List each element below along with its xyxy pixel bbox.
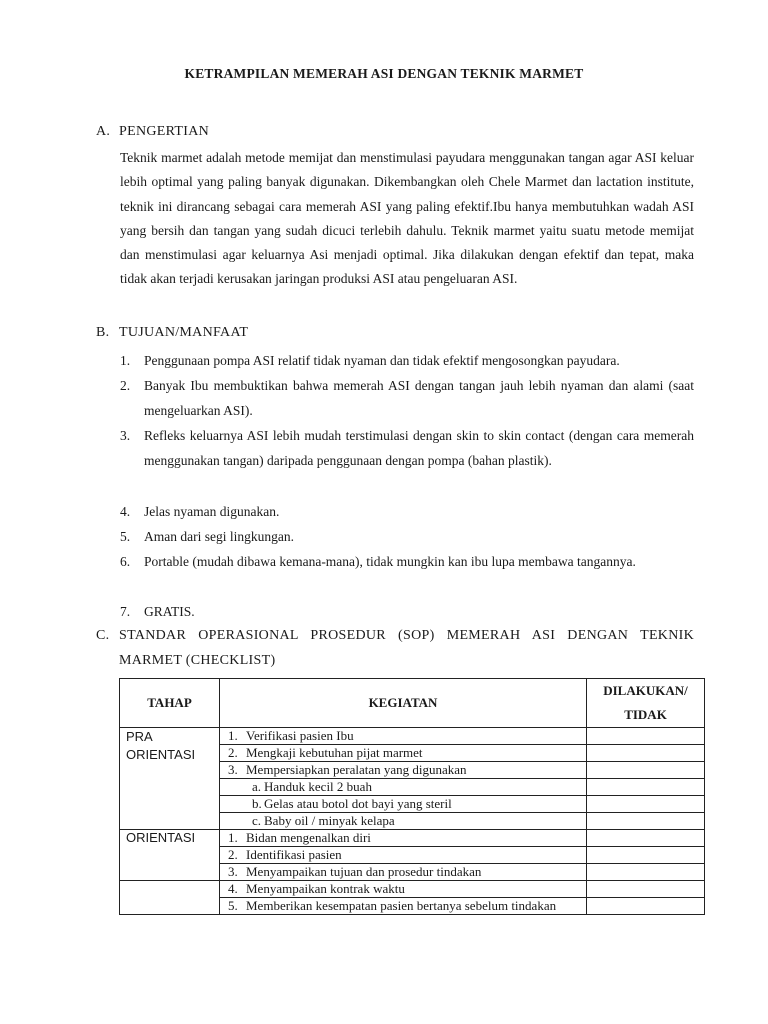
sop-checklist-table (119, 678, 705, 915)
section-a-paragraph: Teknik marmet adalah metode memijat dan menstimulasi payudara menggunakan tangan agar ASI keluar lebih optimal yang paling banyak digunakan. Dikembangkan oleh Chele Marmet dan lactation institute, teknik ini dirancang sebagai cara memerah ASI yang paling efektif.Ibu hanya membutuhkan wadah ASI yang bersih dan tangan yang sudah dicuci terlebih dahulu. Teknik marmet yaitu suatu metode memijat dan menstimulasi agar keluarnya Asi menjadi optimal. Jika dilakukan dengan efektif dan tepat, maka tidak akan terjadi kerusakan jaringan produksi ASI atau pengeluaran ASI. (120, 150, 694, 287)
activity-cell (220, 779, 587, 796)
table-row (120, 728, 705, 745)
activity-cell (220, 864, 587, 881)
activity-cell (220, 728, 587, 745)
status-cell[interactable] (587, 881, 705, 898)
status-cell[interactable] (587, 898, 705, 915)
stage-empty (120, 881, 220, 915)
section-c-title-line2: MARMET (CHECKLIST) (119, 653, 276, 668)
status-cell[interactable] (587, 830, 705, 847)
activity-number: 3. (228, 762, 238, 777)
activity-text: Baby oil / minyak kelapa (264, 813, 395, 828)
activity-number: 2. (228, 745, 238, 760)
activity-cell (220, 813, 587, 830)
section-c-heading (96, 628, 694, 644)
list-text: Jelas nyaman digunakan. (144, 504, 280, 519)
list-text: Aman dari segi lingkungan. (144, 529, 294, 544)
list-text: GRATIS. (144, 604, 195, 619)
list-item (120, 348, 694, 373)
stage-orientasi: ORIENTASI (120, 830, 220, 881)
activity-number: 5. (228, 898, 238, 913)
activity-cell (220, 898, 587, 915)
activity-text: Handuk kecil 2 buah (264, 779, 372, 794)
section-c-letter: C. (96, 628, 110, 643)
activity-text: Menyampaikan kontrak waktu (246, 881, 405, 896)
list-number: 3. (120, 428, 131, 443)
list-item (120, 373, 694, 423)
section-a-letter: A. (96, 124, 111, 139)
section-a-heading (96, 124, 209, 140)
status-cell[interactable] (587, 762, 705, 779)
list-number: 7. (120, 604, 131, 619)
activity-text: Bidan mengenalkan diri (246, 830, 371, 845)
activity-number: a. (252, 779, 262, 794)
activity-cell (220, 847, 587, 864)
activity-number: 2. (228, 847, 238, 862)
table-header-row (120, 679, 705, 728)
status-cell[interactable] (587, 728, 705, 745)
stage-pra-orientasi: PRA ORIENTASI (120, 728, 220, 830)
benefit-list (120, 348, 694, 624)
activity-text: Verifikasi pasien Ibu (246, 728, 354, 743)
list-text: Banyak Ibu membuktikan bahwa memerah ASI dengan tangan jauh lebih nyaman dan alami (saat mengeluarkan ASI). (144, 378, 694, 418)
list-text: Refleks keluarnya ASI lebih mudah terstimulasi dengan skin to skin contact (dengan cara memerah menggunakan tangan) daripada penggunaan dengan pompa (bahan plastik). (144, 428, 694, 468)
section-b-heading (96, 325, 248, 341)
list-item (120, 549, 694, 599)
list-item (120, 599, 694, 624)
document-title: KETRAMPILAN MEMERAH ASI DENGAN TEKNIK MARMET (184, 66, 584, 81)
activity-number: 3. (228, 864, 238, 879)
activity-number: c. (252, 813, 262, 828)
activity-text: Identifikasi pasien (246, 847, 342, 862)
list-item (120, 499, 694, 524)
activity-cell (220, 881, 587, 898)
list-item (120, 524, 694, 549)
list-text: Portable (mudah dibawa kemana-mana), tidak mungkin kan ibu lupa membawa tangannya. (144, 554, 636, 569)
list-number: 6. (120, 554, 131, 569)
section-a-title: PENGERTIAN (119, 124, 210, 139)
status-cell[interactable] (587, 847, 705, 864)
activity-number: 1. (228, 728, 238, 743)
activity-text: Memberikan kesempatan pasien bertanya sebelum tindakan (246, 898, 557, 913)
activity-text: Gelas atau botol dot bayi yang steril (264, 796, 452, 811)
header-status: DILAKUKAN/ TIDAK (587, 679, 705, 728)
section-c-title-line1: STANDAR OPERASIONAL PROSEDUR (SOP) MEMERAH ASI DENGAN TEKNIK (119, 628, 694, 643)
status-cell[interactable] (587, 813, 705, 830)
list-item (120, 423, 694, 499)
activity-cell (220, 830, 587, 847)
list-number: 5. (120, 529, 131, 544)
table-row (120, 881, 705, 898)
section-b-letter: B. (96, 325, 110, 340)
activity-text: Mempersiapkan peralatan yang digunakan (246, 762, 467, 777)
activity-cell (220, 796, 587, 813)
activity-text: Mengkaji kebutuhan pijat marmet (246, 745, 423, 760)
list-number: 2. (120, 378, 131, 393)
list-number: 1. (120, 353, 131, 368)
status-cell[interactable] (587, 864, 705, 881)
activity-cell (220, 762, 587, 779)
activity-number: 1. (228, 830, 238, 845)
status-cell[interactable] (587, 745, 705, 762)
activity-number: 4. (228, 881, 238, 896)
header-tahap: TAHAP (120, 679, 220, 728)
table-row (120, 830, 705, 847)
header-kegiatan: KEGIATAN (220, 679, 587, 728)
list-number: 4. (120, 504, 131, 519)
section-b-title: TUJUAN/MANFAAT (119, 325, 249, 340)
status-cell[interactable] (587, 779, 705, 796)
activity-number: b. (252, 796, 262, 811)
activity-cell (220, 745, 587, 762)
activity-text: Menyampaikan tujuan dan prosedur tindakan (246, 864, 482, 879)
list-text: Penggunaan pompa ASI relatif tidak nyaman dan tidak efektif mengosongkan payudara. (144, 353, 620, 368)
status-cell[interactable] (587, 796, 705, 813)
